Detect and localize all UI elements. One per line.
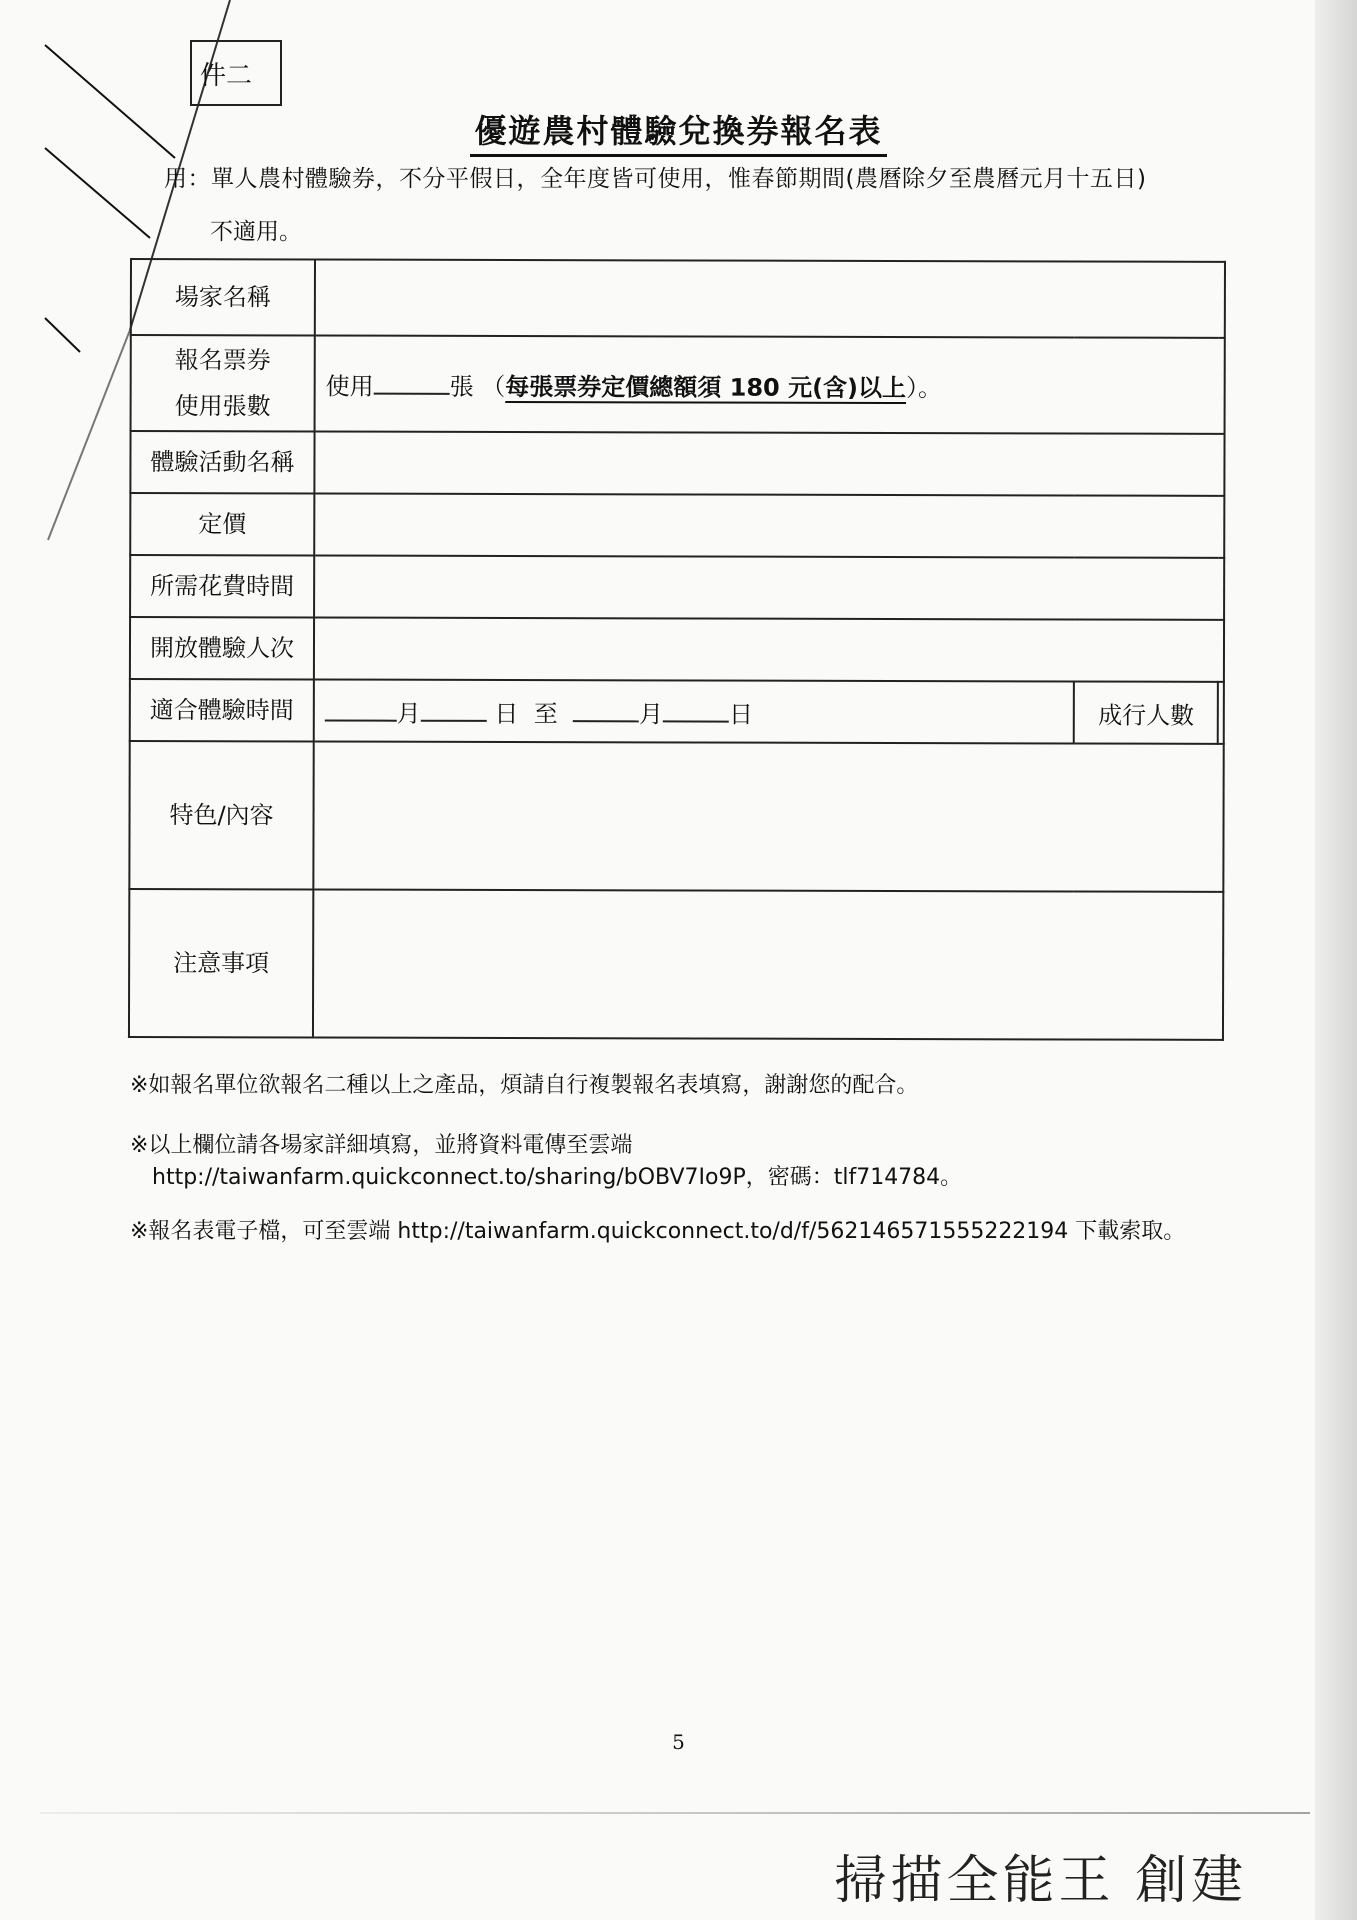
day1-blank[interactable] <box>421 695 487 721</box>
tickets-use-text: 使用 <box>325 372 374 401</box>
min-people-field[interactable] <box>1218 682 1224 744</box>
tickets-condition: （每張票券定價總額須 180 元(含)以上） <box>481 372 919 402</box>
features-field[interactable] <box>313 741 1223 891</box>
row-features <box>129 741 1223 892</box>
tickets-end: 。 <box>918 373 943 402</box>
duration-label: 所需花費時間 <box>130 555 314 617</box>
tickets-condition-text: 每張票券定價總額須 180 元(含)以上 <box>505 372 907 402</box>
bottom-scan-rule <box>40 1812 1310 1814</box>
attachment-label: 件二 <box>200 60 253 91</box>
price-label: 定價 <box>130 493 314 555</box>
row-period <box>130 679 1224 744</box>
month2-text: 月 <box>638 699 664 728</box>
row-duration <box>130 555 1224 620</box>
form-title-text: 優遊農村體驗兌換券報名表 <box>470 112 886 157</box>
tickets-unit: 張 <box>449 372 474 401</box>
tickets-label-line2: 使用張數 <box>174 392 271 421</box>
min-people-label: 成行人數 <box>1074 681 1218 743</box>
day1-text: 日 <box>494 699 519 728</box>
month1-blank[interactable] <box>325 695 397 721</box>
form-title <box>0 106 1357 152</box>
duration-field[interactable] <box>314 555 1224 619</box>
month1-text: 月 <box>396 699 421 728</box>
footnote-2-url: http://taiwanfarm.quickconnect.to/sharing/bOBV7Io9P，密碼：tlf714784。 <box>152 1165 963 1190</box>
row-tickets <box>131 335 1225 434</box>
row-activity <box>130 431 1224 496</box>
usage-note: 用：單人農村體驗券，不分平假日，全年度皆可使用，惟春節期間(農曆除夕至農曆元月十五日) <box>164 166 1147 192</box>
footnote-1: ※如報名單位欲報名二種以上之產品，煩請自行複製報名表填寫，謝謝您的配合。 <box>130 1073 919 1098</box>
row-venue <box>131 259 1225 338</box>
day2-text: 日 <box>728 700 754 729</box>
features-label: 特色/內容 <box>129 741 313 889</box>
scanner-watermark: 掃描全能王 創建 <box>834 1851 1247 1911</box>
venue-label: 場家名稱 <box>131 259 315 335</box>
notice-field[interactable] <box>313 889 1223 1039</box>
usage-note-continued: 不適用。 <box>210 219 302 245</box>
capacity-field[interactable] <box>314 617 1224 681</box>
tickets-count-blank[interactable] <box>374 368 450 394</box>
footnote-3: ※報名表電子檔，可至雲端 http://taiwanfarm.quickconnect.to/d/f/562146571555222194 下載索取。 <box>130 1219 1186 1244</box>
registration-form-table <box>128 258 1226 1041</box>
row-price <box>130 493 1224 558</box>
capacity-label: 開放體驗人次 <box>130 617 314 679</box>
period-field[interactable] <box>314 679 1074 743</box>
tickets-field[interactable] <box>315 335 1225 433</box>
row-capacity <box>130 617 1224 682</box>
tickets-label-line1: 報名票券 <box>174 346 271 375</box>
page-number: 5 <box>672 1730 685 1754</box>
period-label: 適合體驗時間 <box>130 679 314 741</box>
venue-field[interactable] <box>315 259 1225 337</box>
month2-blank[interactable] <box>573 696 639 722</box>
price-field[interactable] <box>314 493 1224 557</box>
notice-label: 注意事項 <box>129 889 313 1037</box>
row-notice <box>129 889 1223 1040</box>
activity-field[interactable] <box>314 431 1224 495</box>
footnote-2: ※以上欄位請各場家詳細填寫，並將資料電傳至雲端 <box>130 1133 633 1158</box>
activity-label: 體驗活動名稱 <box>130 431 314 493</box>
day2-blank[interactable] <box>663 696 729 722</box>
to-text: 至 <box>533 699 558 728</box>
page-edge-shadow <box>1315 0 1357 1920</box>
attachment-label-box <box>190 40 282 106</box>
tickets-label <box>131 335 315 431</box>
